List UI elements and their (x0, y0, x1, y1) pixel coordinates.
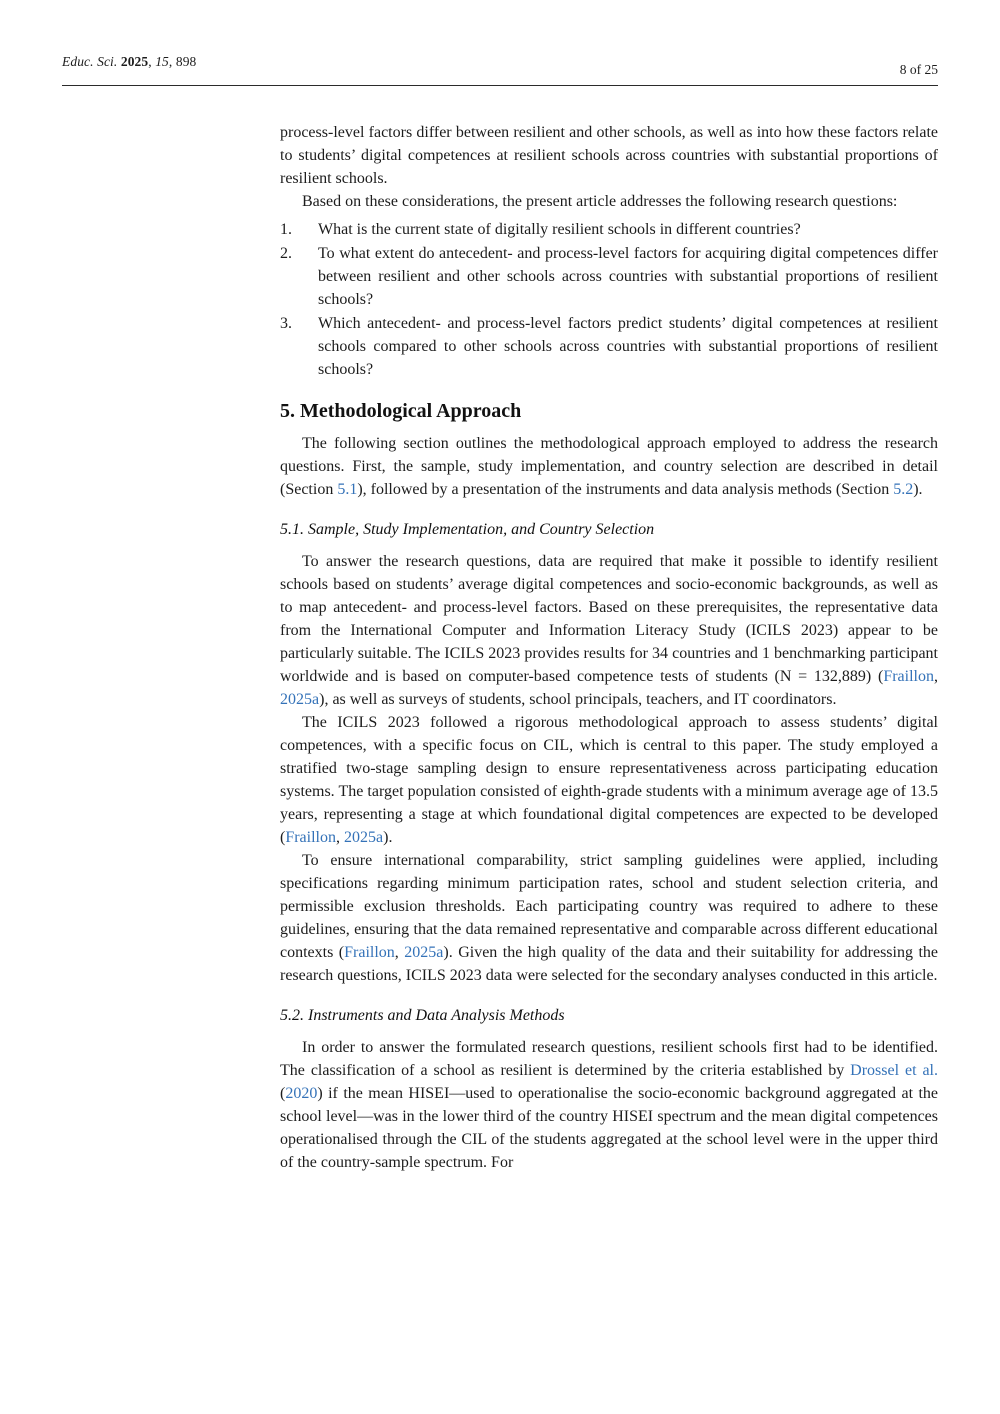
text-run: The ICILS 2023 followed a rigorous methodological approach to assess students’ digital competences, with a specific focus on CIL, which is central to this paper. The study employed a stratified two-stage sampling design to ensure representativeness across participating education systems. The target population consisted of eighth-grade students with a minimum average age of 13.5 years, representing a stage at which foundational digital competences are expected to be developed ( (280, 714, 938, 846)
page-header (0, 0, 1000, 90)
text-run: Which antecedent- and process-level factors predict students’ digital competences at resilient schools compared to other schools across countries with substantial proportions of resilient schools? (318, 315, 938, 378)
text-run: In order to answer the formulated research questions, resilient schools first had to be identified. The classification of a school as resilient is determined by the criteria established by (280, 1039, 938, 1079)
citation-link[interactable]: 2025a (344, 829, 384, 846)
text-run: 2025 (120, 54, 149, 69)
text-run: , (148, 54, 156, 69)
list-marker: 2. (280, 245, 292, 262)
text-run: , (394, 944, 405, 961)
text-run: ) if the mean HISEI—used to operationalise the socio-economic background aggregated at the school level—was in the lower third of the country HISEI spectrum and the mean digital competences operationalised through the CIL of the students aggregated at the school level were in the upper third of the country-sample spectrum. For (280, 1085, 938, 1171)
paragraph (280, 550, 938, 711)
list-item (280, 218, 938, 241)
paragraph (280, 190, 938, 213)
text-run: The following section outlines the methodological approach employed to address the research questions. First, the sample, study implementation, and country selection are described in detail (Section (280, 435, 938, 498)
citation-link[interactable]: Drossel et al. (850, 1062, 939, 1079)
page-indicator: 8 of 25 (899, 62, 938, 77)
research-questions-list (280, 218, 938, 381)
paragraph (280, 121, 938, 190)
text-run: To what extent do antecedent- and process-level factors for acquiring digital competences differ between resilient and other schools across countries with substantial proportions of resilient schools? (318, 245, 938, 308)
text-run: ), as well as surveys of students, school principals, teachers, and IT coordinators. (319, 691, 837, 708)
text-run: ), followed by a presentation of the instruments and data analysis methods (Section (357, 481, 894, 498)
journal-citation (62, 54, 196, 70)
citation-link[interactable]: Fraillon (344, 944, 395, 961)
citation-link[interactable]: Fraillon (883, 668, 934, 685)
citation-link[interactable]: Fraillon (285, 829, 336, 846)
paragraph (280, 711, 938, 849)
text-run: process-level factors differ between resilient and other schools, as well as into how these factors relate to students’ digital competences at resilient schools across countries with substantial proportions of resilient schools. (280, 124, 938, 187)
citation-link[interactable]: 2025a (404, 944, 444, 961)
list-item-text (318, 242, 938, 311)
text-run: ). (913, 481, 923, 498)
list-marker: 3. (280, 315, 292, 332)
subsection-heading: 5.1. Sample, Study Implementation, and Country Selection (280, 521, 655, 538)
subsection-heading: 5.2. Instruments and Data Analysis Methods (280, 1007, 565, 1024)
citation-link[interactable]: 5.2 (893, 481, 914, 498)
paragraph (280, 432, 938, 501)
text-run: , (934, 668, 938, 685)
text-run: ). Given the high quality of the data and their suitability for addressing the research questions, ICILS 2023 data were selected for the secondary analyses conducted in this article. (280, 944, 939, 984)
text-run: , 898 (168, 54, 197, 69)
list-item-text (318, 312, 938, 381)
text-run: Based on these considerations, the present article addresses the following research questions: (302, 193, 898, 210)
list-item (280, 242, 938, 311)
text-run: To answer the research questions, data are required that make it possible to identify resilient schools based on students’ average digital competences and socio-economic backgrounds, as well as to map antecedent- and process-level factors. Based on these prerequisites, the representative data from the International Computer and Information Literacy Study (ICILS 2023) appear to be particularly suitable. The ICILS 2023 provides results for 34 countries and 1 benchmarking participant worldwide and is based on computer-based competence tests of students (N = 132,889) ( (280, 553, 938, 685)
text-run: 15 (155, 54, 169, 69)
text-run: Educ. Sci. (62, 54, 121, 69)
text-run: , (336, 829, 344, 846)
list-item-text (318, 218, 938, 241)
text-run: What is the current state of digitally resilient schools in different countries? (318, 221, 801, 238)
paragraph (280, 849, 938, 987)
text-run: To ensure international comparability, strict sampling guidelines were applied, including specifications regarding minimum participation rates, school and student selection criteria, and permissible exclusion thresholds. Each participating country was required to adhere to these guidelines, ensuring that the data remained representative and comparable across different educational contexts ( (280, 852, 938, 961)
citation-link[interactable]: 5.1 (337, 481, 358, 498)
header-rule (62, 85, 938, 86)
citation-link[interactable]: 2020 (285, 1085, 318, 1102)
citation-link[interactable]: 2025a (280, 691, 320, 708)
text-run: ). (383, 829, 393, 846)
section-heading: 5. Methodological Approach (280, 400, 522, 422)
article-body (280, 121, 938, 1174)
list-item (280, 312, 938, 381)
text-run: ( (280, 1085, 286, 1102)
list-marker: 1. (280, 221, 292, 238)
paragraph (280, 1036, 938, 1174)
